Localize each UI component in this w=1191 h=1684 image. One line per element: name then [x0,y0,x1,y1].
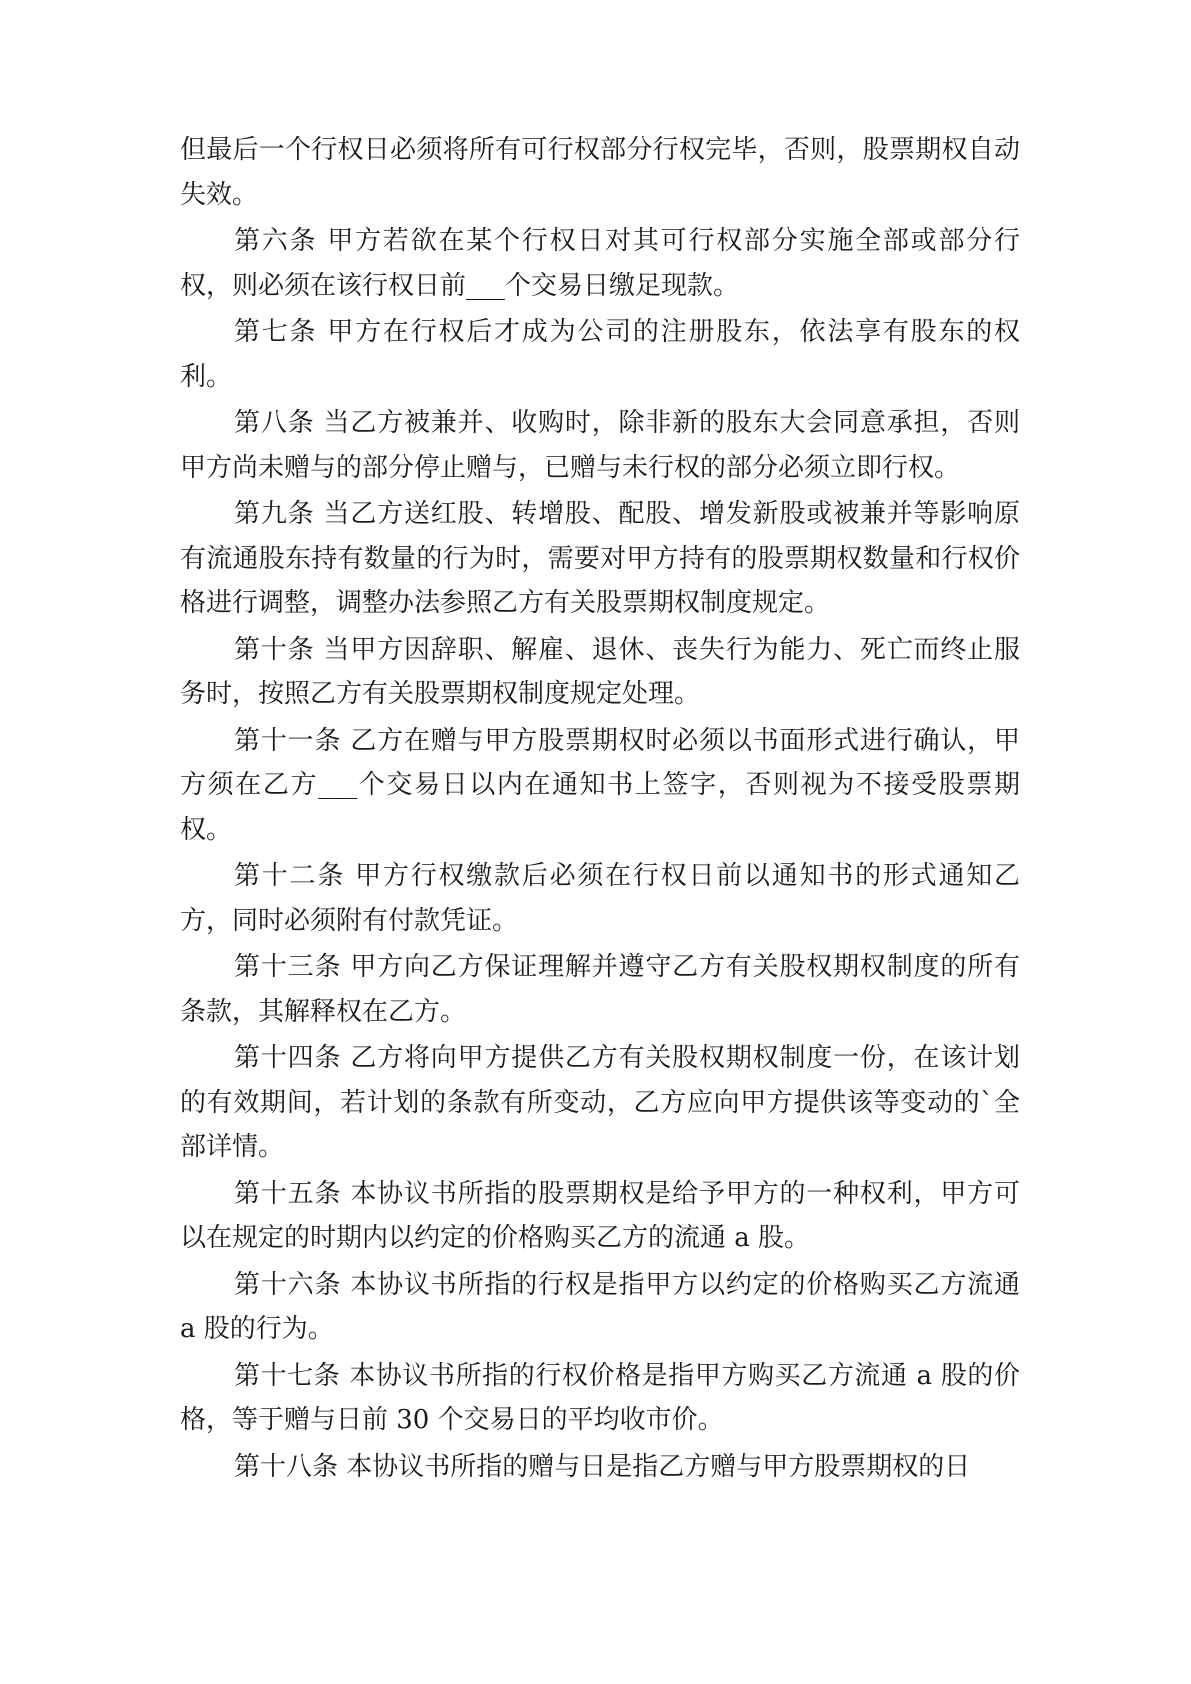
article-6-paragraph: 第六条 甲方若欲在某个行权日对其可行权部分实施全部或部分行权，则必须在该行权日前___个交易日缴足现款。 [180,226,1020,301]
article-8-paragraph: 第八条 当乙方被兼并、收购时，除非新的股东大会同意承担，否则甲方尚未赠与的部分停止赠与，已赠与未行权的部分必须立即行权。 [180,408,1020,483]
article-15-paragraph: 第十五条 本协议书所指的股票期权是给予甲方的一种权利，甲方可以在规定的时期内以约定的价格购买乙方的流通 a 股。 [180,1178,1020,1253]
paragraph-continuation: 但最后一个行权日必须将所有可行权部分行权完毕，否则，股票期权自动失效。 [180,135,1020,210]
article-9-paragraph: 第九条 当乙方送红股、转增股、配股、增发新股或被兼并等影响原有流通股东持有数量的行为时，需要对甲方持有的股票期权数量和行权价格进行调整，调整办法参照乙方有关股票期权制度规定。 [180,499,1020,618]
document-page [180,128,1029,1491]
article-10-paragraph: 第十条 当甲方因辞职、解雇、退休、丧失行为能力、死亡而终止服务时，按照乙方有关股票期权制度规定处理。 [180,634,1020,709]
article-16-paragraph: 第十六条 本协议书所指的行权是指甲方以约定的价格购买乙方流通 a 股的行为。 [180,1269,1029,1344]
article-14-paragraph: 第十四条 乙方将向甲方提供乙方有关股权期权制度一份，在该计划的有效期间，若计划的条款有所变动，乙方应向甲方提供该等变动的`全部详情。 [180,1043,1020,1162]
article-18-paragraph: 第十八条 本协议书所指的赠与日是指乙方赠与甲方股票期权的日 [234,1451,971,1482]
article-12-paragraph: 第十二条 甲方行权缴款后必须在行权日前以通知书的形式通知乙方，同时必须附有付款凭证。 [180,861,1020,936]
article-11-paragraph: 第十一条 乙方在赠与甲方股票期权时必须以书面形式进行确认，甲方须在乙方___个交易日以内在通知书上签字，否则视为不接受股票期权。 [180,725,1020,845]
article-17-paragraph: 第十七条 本协议书所指的行权价格是指甲方购买乙方流通 a 股的价格，等于赠与日前 30 个交易日的平均收市价。 [180,1360,1020,1435]
article-13-paragraph: 第十三条 甲方向乙方保证理解并遵守乙方有关股权期权制度的所有条款，其解释权在乙方。 [180,952,1020,1027]
article-7-paragraph: 第七条 甲方在行权后才成为公司的注册股东，依法享有股东的权利。 [180,317,1020,392]
